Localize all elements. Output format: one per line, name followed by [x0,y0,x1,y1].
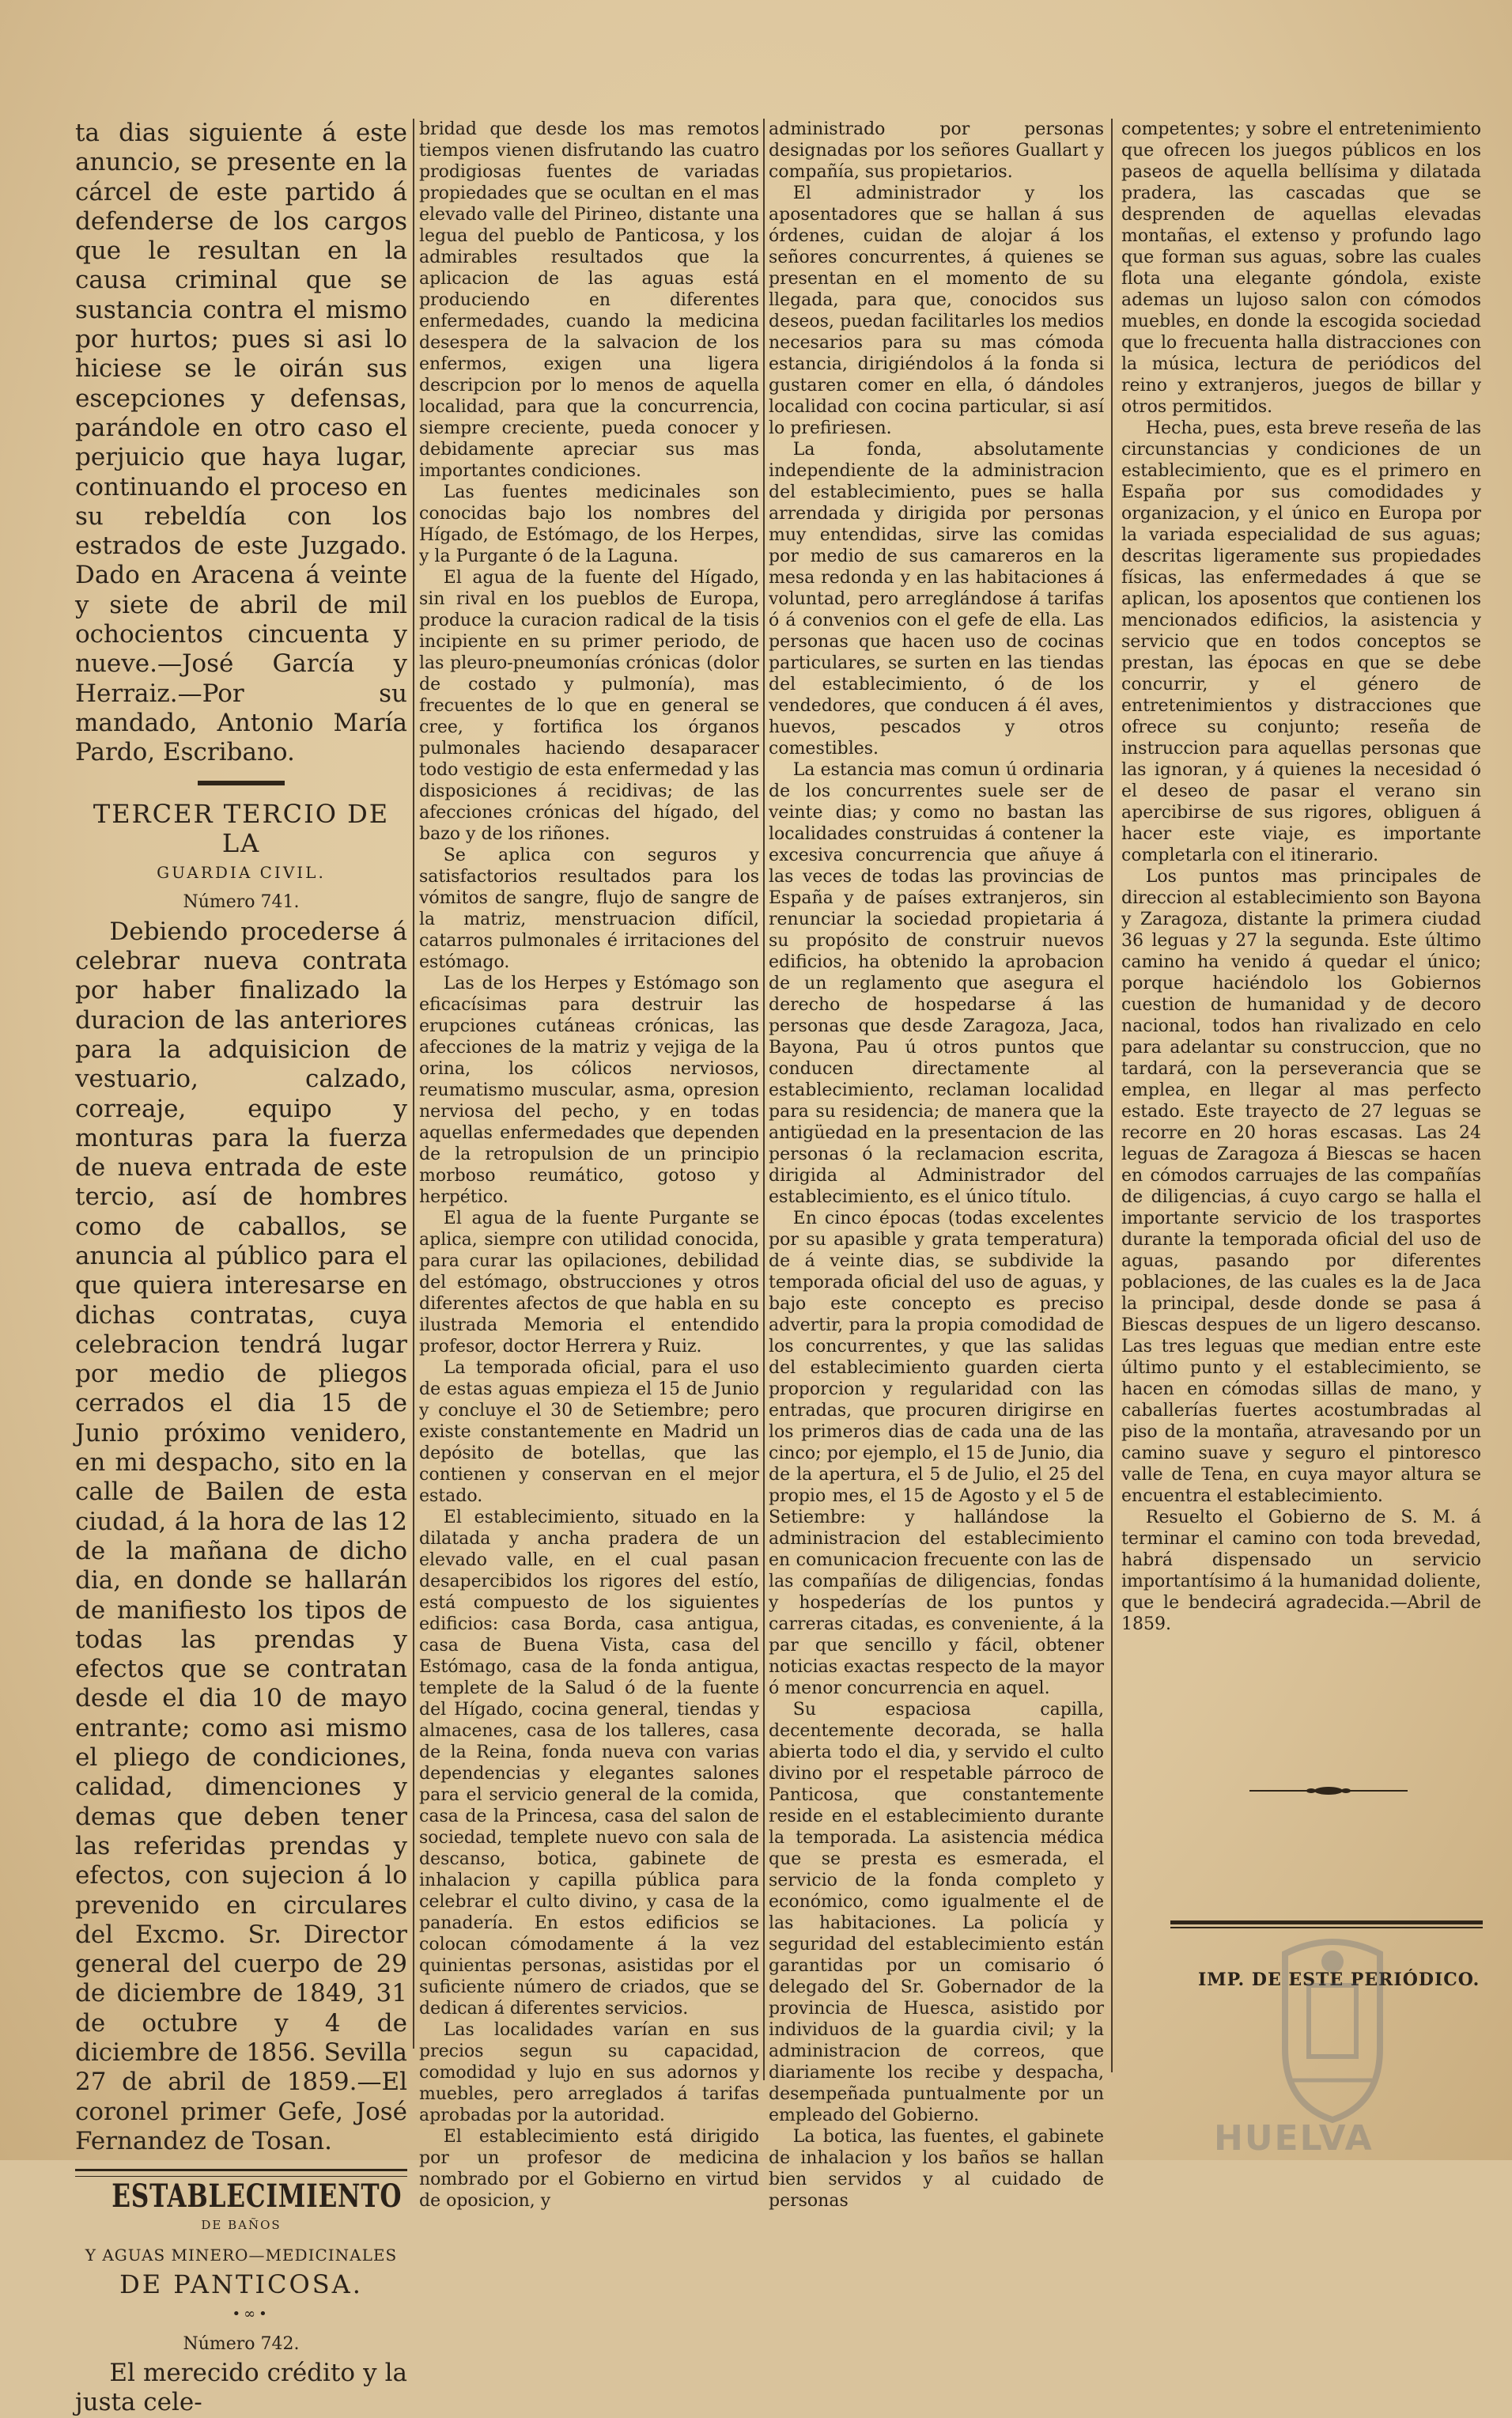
divider [1170,1927,1483,1928]
ornament-line-icon [1249,1786,1408,1796]
paragraph-aracena-notice: ta dias siguiente á este anuncio, se presente en la cárcel de este partido á defenderse de los cargos que le resultan en la causa criminal que se sustancia contra el mismo por hurtos; pues si asi lo hiciese se le oirán sus escepciones y defensas, parándole en otro caso el perjuicio que haya lugar, continuando el proceso en su rebeldía con los estrados de este Juzgado. Dado en Aracena á veinte y siete de abril de mil ochocientos cincuenta y nueve.—José García y Herraiz.—Por su mandado, Antonio María Pardo, Escribano. [75,119,407,767]
divider [1170,1920,1483,1924]
column-4 [1121,119,1481,1635]
paragraph: La temporada oficial, para el uso de estas aguas empieza el 15 de Junio y concluye el 30 de Setiembre; pero existe constantemente en Madrid un depósito de botellas, que las contienen y conservan en el mejor estado. [419,1358,759,1506]
paragraph: La fonda, absolutamente independiente de la administracion del establecimiento, pues se halla arrendada y dirigida por personas muy entendidas, sirve las comidas por medio de sus camareros en la mesa redonda y en las habitaciones á voluntad, pero arreglándose á tarifas ó á convenios con el gefe de ella. Las personas que hacen uso de cocinas particulares, se surten en las tiendas del establecimiento, ó de los vendedores, que conducen á él aves, huevos, pescados y otros comestibles. [769,440,1104,759]
divider [198,781,285,785]
paragraph: Las fuentes medicinales son conocidas bajo los nombres del Hígado, de Estómago, de los Herpes, y la Purgante ó de la Laguna. [419,482,759,566]
watermark [1190,1930,1475,2163]
paragraph: El establecimiento está dirigido por un profesor de medicina nombrado por el Gobierno en virtud de oposicion, y [419,2127,759,2211]
heading-tercer-tercio: TERCER TERCIO DE LA [93,798,390,858]
paragraph: El establecimiento, situado en la dilatada y ancha pradera de un elevado valle, en el cual pasan desapercibidos los rigores del estío, está compuesto de los siguientes edificios: casa Borda, casa antigua, casa de Buena Vista, casa del Estómago, casa de la fonda antigua, templete de la Salud ó de la fuente del Hígado, cocina general, tiendas y almacenes, casa de los talleres, casa de la Reina, fonda nueva con varias dependencias y elegantes salones para el servicio general de la comida, casa de la Princesa, casa del salon de sociedad, templete nuevo con sala de descanso, botica, gabinete de inhalacion y capilla pública para celebrar el culto divino, y casa de la panadería. En estos edificios se colocan cómodamente á la vez quinientas personas, asistidas por el suficiente número de criados, que se dedican á diferentes servicios. [419,1508,759,2019]
column-1 [75,119,407,2418]
ornament-icon: •∞• [232,2306,270,2323]
paragraph: competentes; y sobre el entretenimiento que ofrecen los juegos públicos en los paseos de aquella bellísima y dilatada pradera, las cascadas que se desprenden de aquellas elevadas montañas, el extenso y profundo lago que forman sus aguas, sobre las cuales flota una elegante góndola, existe ademas un lujoso salon con cómodos muebles, en donde la escogida sociedad que lo frecuenta halla distracciones con la música, lectura de periódicos del reino y extranjeros, juegos de billar y otros permitidos. [1121,119,1481,417]
paragraph: Hecha, pues, esta breve reseña de las circunstancias y condiciones de un establecimiento, que es el primero en España por sus comodidades y organizacion, y el único en Europa por la variada especialidad de sus aguas; descritas ligeramente sus propiedades físicas, las enfermedades á que se aplican, los aposentos que contienen los mencionados edificios, la asistencia y servicio que en todos conceptos se prestan, las épocas en que se debe concurrir, y el género de entretenimientos y distracciones que ofrece su conjunto; reseña de instruccion para aquellas personas que las ignoran, y á quienes la necesidad ó el deseo de pasar el verano sin apercibirse de sus rigores, obliguen á hacer este viaje, es importante completarla con el itinerario. [1121,418,1481,865]
paragraph: La botica, las fuentes, el gabinete de inhalacion y los baños se hallan bien servidos y al cuidado de personas [769,2127,1104,2211]
notice-number-741: Número 741. [183,892,300,913]
paragraph: El agua de la fuente del Hígado, sin rival en los pueblos de Europa, produce la curacion radical de la tisis incipiente en su primer periodo, de las pleuro-pneumonías crónicas (dolor de costado y pulmonía), mas frecuentes de lo que en general se cree, y fortifica los órganos pulmonales haciendo desaparacer todo vestigio de esta enfermedad y las disposiciones á recidivas; de las afecciones crónicas del hígado, del bazo y de los riñones. [419,568,759,844]
paragraph: El agua de la fuente Purgante se aplica, siempre con utilidad conocida, para curar las opilaciones, debilidad del estómago, obstrucciones y otros diferentes afectos de que habla en su ilustrada Memoria el entendido profesor, doctor Herrera y Ruiz. [419,1209,759,1357]
heading-de-banos: DE BAÑOS [201,2218,282,2233]
paragraph: Los puntos mas principales de direccion al establecimiento son Bayona y Zaragoza, distante la primera ciudad 36 leguas y 27 la segunda. Este último camino ha venido á quedar el único; porque haciéndolo los Gobiernos cuestion de humanidad y de decoro nacional, todos han rivalizado en celo para adelantar su construccion, que no tardará, con la perseverancia que se emplea, en llegar al mas perfecto estado. Este trayecto de 27 leguas se recorre en 20 horas escasas. Las 24 leguas de Zaragoza á Biescas se hacen en cómodos carruajes de las compañías de diligencias, á cuyo cargo se halla el importante servicio de los trasportes durante la temporada oficial del uso de aguas, pasando por diferentes poblaciones, de las cuales es la de Jaca la principal, desde donde se pasa á Biescas despues de un ligero descanso. Las tres leguas que median entre este último punto y el establecimiento, se hacen en cómodas sillas de mano, y caballerías fuertes acostumbradas al piso de la montaña, atravesando por un camino suave y seguro el pintoresco valle de Tena, en cuya mayor altura se encuentra el establecimiento. [1121,867,1481,1506]
column-rule [763,119,765,2080]
paragraph: Las localidades varían en sus precios segun su capacidad, comodidad y lujo en sus adornos y muebles, pero arreglados á tarifas aprobadas por la autoridad. [419,2020,759,2125]
heading-establecimiento: ESTABLECIMIENTO [112,2178,403,2216]
paragraph: administrado por personas designadas por los señores Guallart y compañía, sus propietarios. [769,119,1104,182]
paragraph-estab-start: El merecido crédito y la justa cele- [75,2358,407,2417]
heading-aguas-minero-medicinales: Y AGUAS MINERO—MEDICINALES [85,2245,398,2265]
column-2 [419,119,759,2212]
paragraph: En cinco épocas (todas excelentes por su apasible y grata temperatura) de á veinte dias, se subdivide la temporada oficial del uso de aguas, y bajo este concepto es preciso advertir, para la propia comodidad de los concurrentes, y que las salidas del establecimiento guarden cierta proporcion y regularidad con las entradas, que procuren dirigirse en los primeros dias de cada una de las cinco; por ejemplo, el 15 de Junio, dia de la apertura, el 5 de Julio, el 25 del propio mes, el 15 de Agosto y el 5 de Setiembre: y hallándose la administracion del establecimiento en comunicacion frecuente con las de las compañías de diligencias, fondas y hospederías de los puntos y carreras citadas, es conveniente, á la par que sencillo y fácil, obtener noticias exactas respecto de la mayor ó menor concurrencia en aquel. [769,1209,1104,1698]
column-rule [1111,119,1113,2072]
column-3 [769,119,1104,2212]
divider [75,2176,407,2177]
paragraph: El administrador y los aposentadores que se hallan á sus órdenes, cuidan de alojar á los señores concurrentes, á quienes se presentan en el momento de su llegada, para que, conocidos sus deseos, puedan facilitarles los medios necesarios para su mas cómoda estancia, dirigiéndolos á la fonda si gustaren comer en ella, ó dándoles localidad con cocina particular, si así lo prefiriesen. [769,184,1104,438]
paragraph: Se aplica con seguros y satisfactorios resultados para los vómitos de sangre, flujo de sangre de la matriz, menstruacion difícil, catarros pulmonales é irritaciones del estómago. [419,846,759,972]
watermark-text: HUELVA [1214,2118,1374,2159]
imprint: IMP. DE ESTE PERIÓDICO. [1198,1970,1480,1990]
paragraph: Las de los Herpes y Estómago son eficacísimas para destruir las erupciones cutáneas crónicas, las afecciones de la matriz y vejiga de la orina, los cólicos nerviosos, reumatismo muscular, asma, opresion nerviosa del pecho, y en todas aquellas enfermedades que dependen de la retropulsion de un principio morboso reumático, gotoso y herpético. [419,974,759,1207]
paragraph-contrata: Debiendo procederse á celebrar nueva contrata por haber finalizado la duracion de las anteriores para la adquisicion de vestuario, calzado, correaje, equipo y monturas para la fuerza de nueva entrada de este tercio, así de hombres como de caballos, se anuncia al público para el que quiera interesarse en dichas contratas, cuya celebracion tendrá lugar por medio de pliegos cerrados el dia 15 de Junio próximo venidero, en mi despacho, sito en la calle de Bailen de esta ciudad, á la hora de las 12 de la mañana de dicho dia, en donde se hallarán de manifiesto los tipos de todas las prendas y efectos que se contratan desde el dia 10 de mayo entrante; como asi mismo el pliego de condiciones, calidad, dimenciones y demas que deben tener las referidas prendas y efectos, con sujecion á lo prevenido en circulares del Excmo. Sr. Director general del cuerpo de 29 de diciembre de 1849, 31 de octubre y 4 de diciembre de 1856. Sevilla 27 de abril de 1859.—El coronel primer Gefe, José Fernandez de Tosan. [75,917,407,2155]
column-rule [413,119,414,2049]
paragraph: Resuelto el Gobierno de S. M. á terminar el camino con toda brevedad, habrá dispensado un servicio importantísimo á la humanidad doliente, que le bendecirá agradecida.—Abril de 1859. [1121,1508,1481,1634]
paragraph: bridad que desde los mas remotos tiempos vienen disfrutando las cuatro prodigiosas fuentes de variadas propiedades que se ocultan en el mas elevado valle del Pirineo, distante una legua del pueblo de Panticosa, y los admirables resultados que la aplicacion de las aguas está produciendo en diferentes enfermedades, cuando la medicina desespera de la salvacion de los enfermos, exigen una ligera descripcion por lo menos de aquella localidad, para que la concurrencia, siempre creciente, pueda conocer y debidamente apreciar sus mas importantes condiciones. [419,119,759,481]
paragraph: Su espaciosa capilla, decentemente decorada, se halla abierta todo el dia, y servido el culto divino por el respetable párroco de Panticosa, que constantemente reside en el establecimiento durante la temporada. La asistencia médica que se presta es esmerada, el servicio de la fonda completo y económico, como igualmente el de las habitaciones. La policía y seguridad del establecimiento están garantidas por un comisario ó delegado del Sr. Gobernador de la provincia de Huesca, asistido por individuos de la guardia civil; y la administracion de correos, que diariamente los recibe y despacha, desempeñada puntualmente por un empleado del Gobierno. [769,1700,1104,2125]
divider [75,2169,407,2171]
paragraph: La estancia mas comun ú ordinaria de los concurrentes suele ser de veinte dias; y como no bastan las localidades construidas á contener la excesiva concurrencia que añuye á las veces de todas las provincias de España y de países extranjeros, sin renunciar la sociedad propietaria á su propósito de construir nuevos edificios, ha obtenido la aprobacion de un reglamento que asegura el derecho de hospedarse á las personas que desde Zaragoza, Jaca, Bayona, Pau ú otros puntos que conducen directamente al establecimiento, reclaman localidad para su residencia; de manera que la antigüedad en la presentacion de las personas ó la reclamacion escrita, dirigida al Administrador del establecimiento, es el único título. [769,760,1104,1207]
heading-de-panticosa: DE PANTICOSA. [119,2269,363,2300]
heading-guardia-civil: GUARDIA CIVIL. [157,863,326,883]
notice-number-742: Número 742. [183,2333,300,2354]
